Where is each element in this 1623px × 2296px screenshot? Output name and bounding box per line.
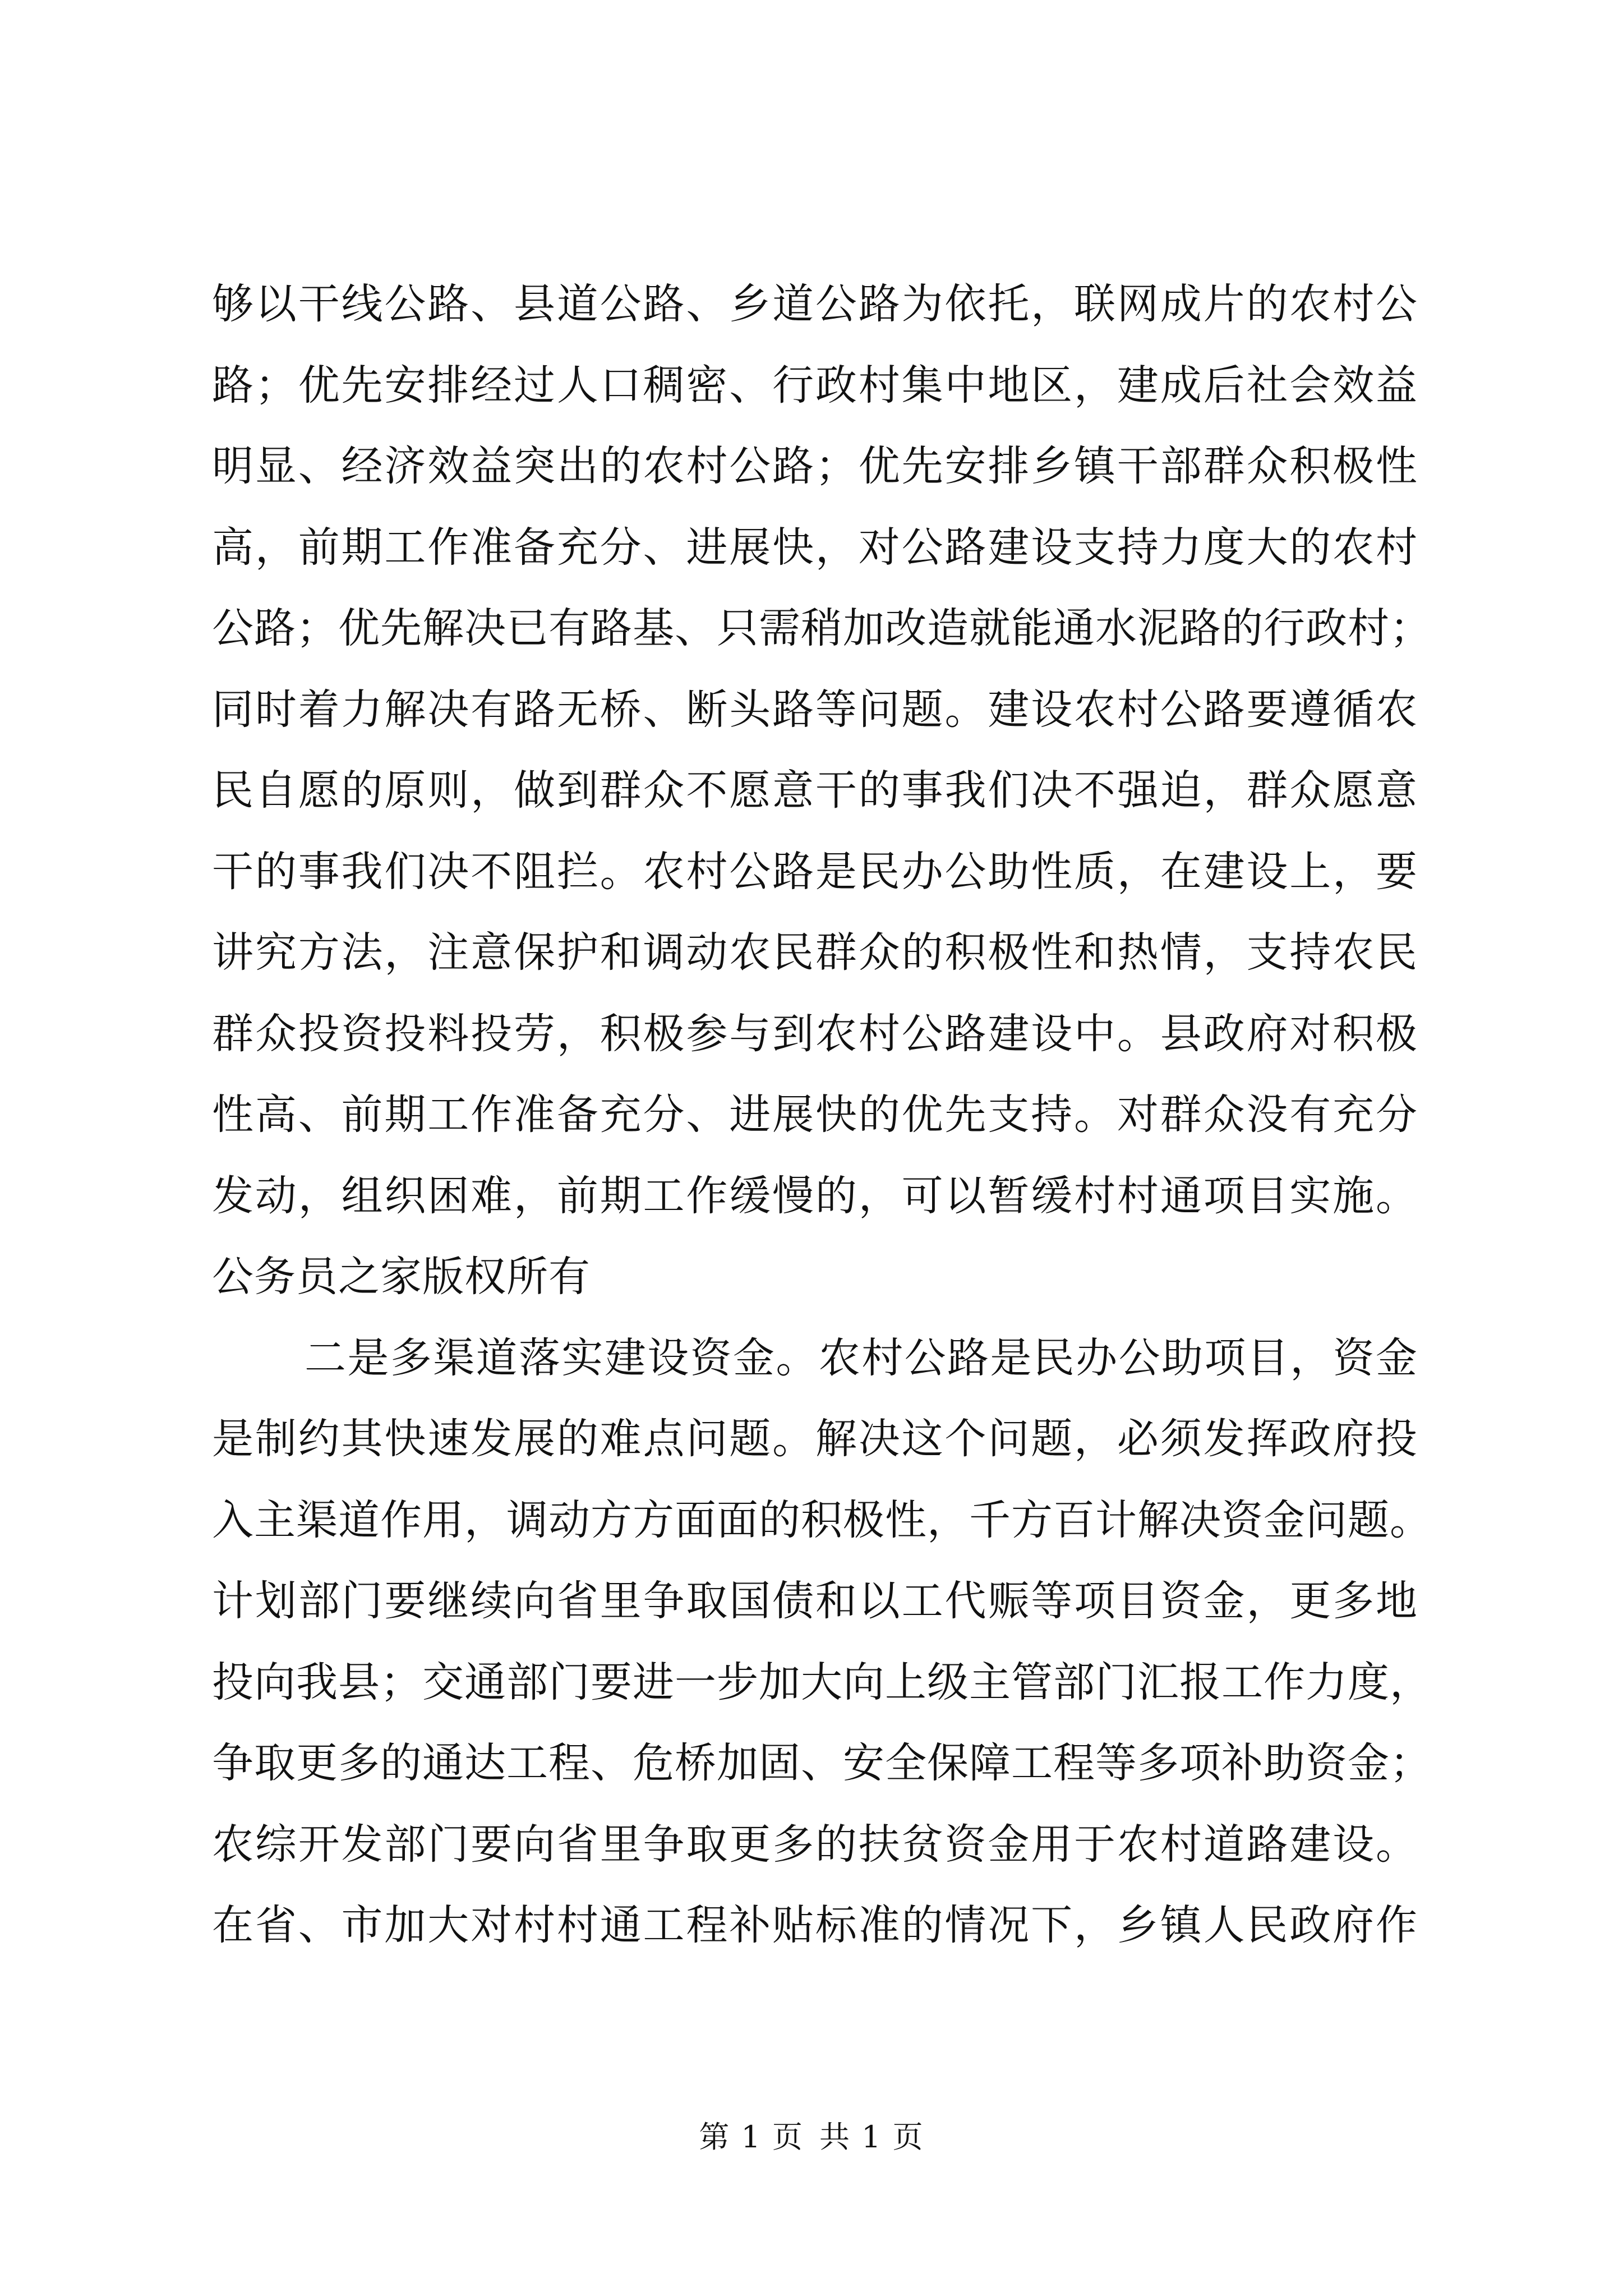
text-line: 计划部门要继续向省里争取国债和以工代赈等项目资金，更多地 <box>212 1577 1418 1625</box>
text-line: 高，前期工作准备充分、进展快，对公路建设支持力度大的农村 <box>212 523 1418 572</box>
text-line: 争取更多的通达工程、危桥加固、安全保障工程等多项补助资金； <box>212 1739 1432 1787</box>
text-line: 是制约其快速发展的难点问题。解决这个问题，必须发挥政府投 <box>212 1415 1418 1463</box>
text-line: 在省、市加大对村村通工程补贴标准的情况下，乡镇人民政府作 <box>212 1901 1418 1949</box>
text-line: 性高、前期工作准备充分、进展快的优先支持。对群众没有充分 <box>212 1091 1418 1139</box>
text-line: 入主渠道作用，调动方方面面的积极性，千方百计解决资金问题。 <box>212 1496 1432 1544</box>
text-line: 群众投资投料投劳，积极参与到农村公路建设中。县政府对积极 <box>212 1009 1418 1058</box>
text-line: 讲究方法，注意保护和调动农民群众的积极性和热情，支持农民 <box>212 928 1418 977</box>
document-body <box>212 264 1432 1966</box>
text-line: 公务员之家版权所有 <box>212 1253 591 1301</box>
text-line: 路；优先安排经过人口稠密、行政村集中地区，建成后社会效益 <box>212 361 1418 409</box>
paragraph-2 <box>212 1318 1432 1966</box>
text-line: 同时着力解决有路无桥、断头路等问题。建设农村公路要遵循农 <box>212 685 1418 734</box>
paragraph-1 <box>212 264 1432 1318</box>
text-line: 二是多渠道落实建设资金。农村公路是民办公助项目，资金 <box>305 1333 1418 1382</box>
page-total: 共 1 页 <box>819 2119 924 2155</box>
text-line: 干的事我们决不阻拦。农村公路是民办公助性质，在建设上，要 <box>212 847 1418 896</box>
page-number: 第 1 页 <box>699 2119 804 2155</box>
text-line: 明显、经济效益突出的农村公路；优先安排乡镇干部群众积极性 <box>212 442 1418 490</box>
text-line: 发动，组织困难，前期工作缓慢的，可以暂缓村村通项目实施。 <box>212 1171 1418 1220</box>
text-line: 民自愿的原则，做到群众不愿意干的事我们决不强迫，群众愿意 <box>212 766 1418 815</box>
page-footer <box>0 2115 1623 2160</box>
text-line: 够以干线公路、县道公路、乡道公路为依托，联网成片的农村公 <box>212 280 1418 328</box>
text-line: 农综开发部门要向省里争取更多的扶贫资金用于农村道路建设。 <box>212 1820 1418 1869</box>
text-line: 公路；优先解决已有路基、只需稍加改造就能通水泥路的行政村； <box>212 604 1432 652</box>
text-line: 投向我县；交通部门要进一步加大向上级主管部门汇报工作力度， <box>212 1658 1432 1706</box>
